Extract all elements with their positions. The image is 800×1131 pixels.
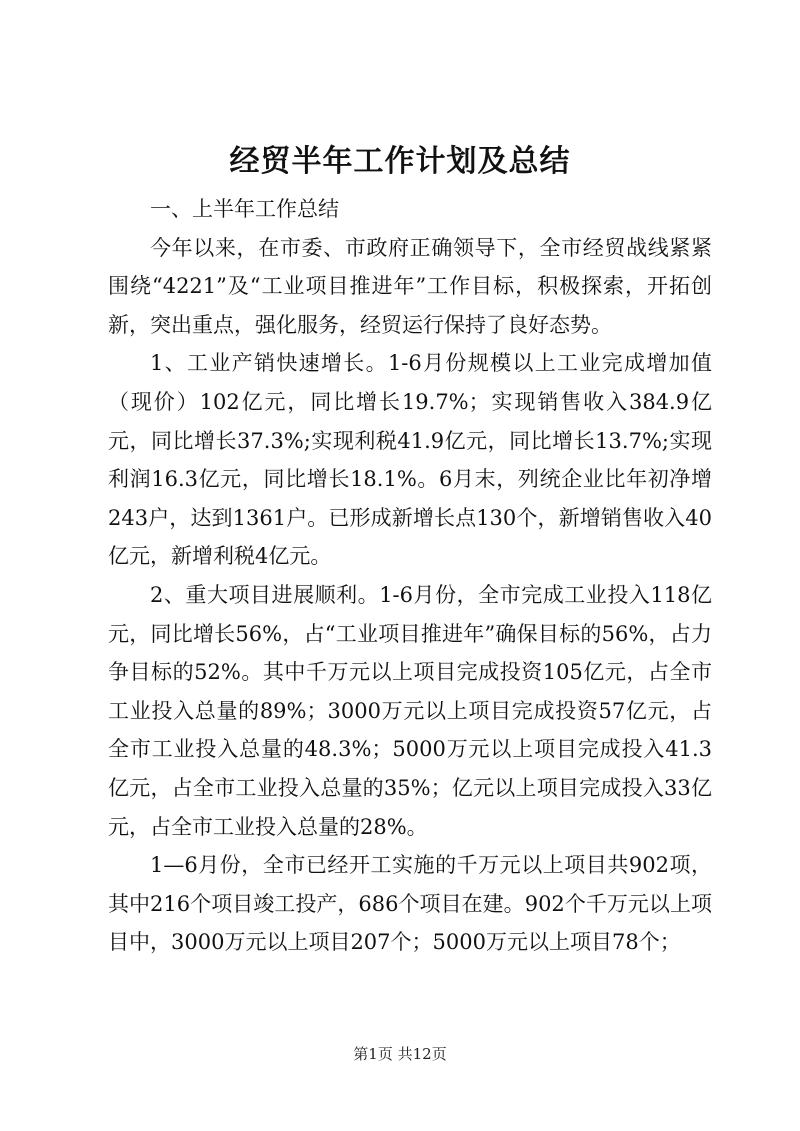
paragraph-industrial-sales: 1、工业产销快速增长。1-6月份规模以上工业完成增加值（现价）102亿元，同比增长19.7%；实现销售收入384.9亿元，同比增长37.3%;实现利税41.9亿元，同比增长13.7%;实现利润16.3亿元，同比增长18.1%。6月末，列统企业比年初净增243户，达到1361户。已形成新增长点130个，新增销售收入40亿元，新增利税4亿元。 [108, 351, 712, 569]
paragraph-project-count: 1—6月份，全市已经开工实施的千万元以上项目共902项，其中216个项目竣工投产，686个项目在建。902个千万元以上项目中，3000万元以上项目207个；5000万元以上项目78个； [108, 853, 712, 955]
paragraph-intro: 今年以来，在市委、市政府正确领导下，全市经贸战线紧紧围绕“4221”及“工业项目推进年”工作目标，积极探索，开拓创新，突出重点，强化服务，经贸运行保持了良好态势。 [108, 235, 712, 337]
document-body [108, 190, 712, 962]
page-number-footer: 第1页 共12页 [353, 1045, 447, 1063]
paragraph-major-projects: 2、重大项目进展顺利。1-6月份，全市完成工业投入118亿元，同比增长56%，占“工业项目推进年”确保目标的56%，占力争目标的52%。其中千万元以上项目完成投资105亿元，占全市工业投入总量的89%；3000万元以上项目完成投资57亿元，占全市工业投入总量的48.3%；5000万元以上项目完成投入41.3亿元，占全市工业投入总量的35%；亿元以上项目完成投入33亿元，占全市工业投入总量的28%。 [108, 582, 712, 839]
document-title: 经贸半年工作计划及总结 [229, 144, 571, 179]
section-heading: 一、上半年工作总结 [150, 197, 339, 221]
